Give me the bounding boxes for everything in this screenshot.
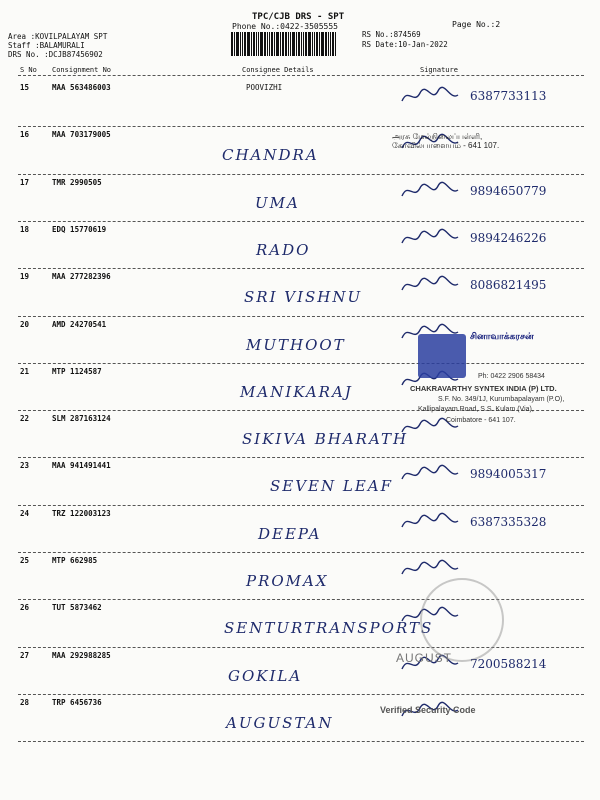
phone-number: Phone No.:0422-3505555: [232, 22, 338, 31]
row-consignment-number: TUT 5873462: [52, 603, 102, 613]
august-stamp: AUGUST: [396, 651, 453, 665]
header-right-block: [362, 30, 448, 50]
row-consignment-number: TMR 2990505: [52, 177, 102, 187]
row-consignment-number: AMD 24270541: [52, 319, 107, 329]
rs-date: RS Date:10-Jan-2022: [362, 40, 448, 49]
row-phone-number: 6387733113: [470, 89, 547, 103]
row-serial-number: 15: [20, 83, 30, 92]
header-divider: [18, 75, 584, 76]
row-consignment-number: MAA 563486003: [52, 83, 111, 92]
row-consignee-name: SIKIVA BHARATH: [242, 430, 409, 449]
row-consignment-number: EDQ 15770619: [52, 224, 107, 234]
document-title: TPC/CJB DRS - SPT: [252, 12, 345, 22]
school-stamp: [392, 132, 562, 150]
row-consignee-name: RADO: [256, 240, 311, 259]
column-signature: Signature: [420, 66, 458, 74]
signature-icon: [400, 558, 460, 580]
row-serial-number: 21: [20, 366, 30, 376]
row-phone-number: 9894005317: [470, 467, 547, 482]
row-consignee-name: AUGUSTAN: [226, 713, 334, 732]
row-consignment-number: SLM 287163124: [52, 414, 111, 424]
row-consignment-number: MAA 941491441: [52, 461, 111, 471]
row-serial-number: 20: [20, 319, 30, 329]
verified-stamp: Verified Security Code: [380, 705, 476, 715]
row-consignee-name: UMA: [255, 193, 300, 212]
company-address-1: S.F. No. 349/1J, Kurumbapalayam (P.O),: [438, 396, 565, 403]
row-divider: [18, 221, 584, 222]
row-consignee-name: SENTURTRANSPORTS: [224, 619, 434, 638]
row-phone-number: 8086821495: [470, 278, 547, 293]
row-serial-number: 23: [20, 461, 30, 471]
row-divider: [18, 505, 584, 506]
row-phone-number: 9894650779: [470, 183, 547, 198]
column-consignee: Consignee Details: [242, 66, 314, 74]
company-name: CHAKRAVARTHY SYNTEX INDIA (P) LTD.: [410, 384, 557, 393]
signature-icon: [400, 180, 460, 202]
row-divider: [18, 363, 584, 364]
round-seal-icon: [420, 578, 504, 662]
row-consignment-number: MAA 703179005: [52, 130, 111, 140]
signature-icon: [400, 227, 460, 249]
signature-icon: [400, 274, 460, 296]
staff-label: Staff :BALAMURALI: [8, 41, 85, 50]
school-stamp-line2: கோவில்பாளையம் - 641 107.: [392, 141, 500, 150]
signature-icon: [400, 511, 460, 533]
row-consignee-name: DEEPA: [258, 524, 322, 543]
page-number: Page No.:2: [452, 20, 501, 29]
column-sno: S No: [20, 66, 37, 74]
row-phone-number: 9894246226: [470, 230, 547, 245]
area-label: Area :KOVILPALAYAM SPT: [8, 32, 108, 41]
company-address-2: Kallipalayam Road, S.S. Kulam (Via),: [418, 406, 534, 413]
barcode: [231, 32, 355, 56]
row-consignment-number: MTP 1124587: [52, 366, 102, 376]
row-serial-number: 27: [20, 650, 30, 660]
drs-number: DRS No. :DCJB87456902: [8, 50, 103, 59]
signature-icon: [400, 463, 460, 485]
row-serial-number: 19: [20, 272, 30, 282]
row-phone-number: 7200588214: [470, 656, 547, 671]
row-divider: [18, 457, 584, 458]
row-consignee-name: SRI VISHNU: [244, 288, 363, 307]
header-left-block: [8, 32, 107, 59]
row-serial-number: 22: [20, 414, 30, 424]
row-consignee-name: PROMAX: [246, 572, 329, 590]
row-serial-number: 24: [20, 508, 30, 518]
row-divider: [18, 741, 584, 742]
row-divider: [18, 552, 584, 553]
row-serial-number: 28: [20, 697, 30, 707]
row-divider: [18, 316, 584, 317]
row-consignee-name: MUTHOOT: [246, 335, 346, 354]
row-serial-number: 25: [20, 556, 30, 565]
signature-icon: [400, 85, 460, 107]
row-consignee-name: SEVEN LEAF: [270, 477, 394, 496]
row-consignee-name: MANIKARAJ: [240, 382, 353, 401]
school-stamp-line1: அரசு மேல்நிலைப்பள்ளி,: [392, 132, 483, 141]
row-divider: [18, 126, 584, 127]
column-consignment: Consignment No: [52, 66, 112, 74]
company-phone: Ph: 0422 2906 58434: [478, 373, 545, 380]
row-divider: [18, 647, 584, 648]
row-serial-number: 26: [20, 603, 30, 613]
row-serial-number: 17: [20, 177, 30, 187]
row-serial-number: 18: [20, 224, 30, 234]
company-logo-icon: [418, 334, 466, 378]
row-consignment-number: MTP 662985: [52, 556, 98, 565]
row-serial-number: 16: [20, 130, 30, 140]
row-consignee-name: GOKILA: [228, 666, 303, 685]
row-phone-number: 6387335328: [470, 514, 547, 529]
row-consignment-number: MAA 277282396: [52, 272, 111, 282]
row-consignment-number: TRP 6456736: [52, 697, 102, 707]
row-divider: [18, 694, 584, 695]
row-consignment-number: TRZ 122003123: [52, 508, 111, 518]
row-consignee-name: POOVIZHI: [246, 83, 283, 92]
row-consignment-number: MAA 292988285: [52, 650, 111, 660]
company-address-3: Coimbatore - 641 107.: [446, 417, 516, 424]
row-divider: [18, 174, 584, 175]
rs-number: RS No.:874569: [362, 30, 421, 39]
row-divider: [18, 268, 584, 269]
row-consignee-name: CHANDRA: [222, 146, 319, 165]
company-tamil-name: சினாவாக்கரசன்: [470, 331, 534, 341]
